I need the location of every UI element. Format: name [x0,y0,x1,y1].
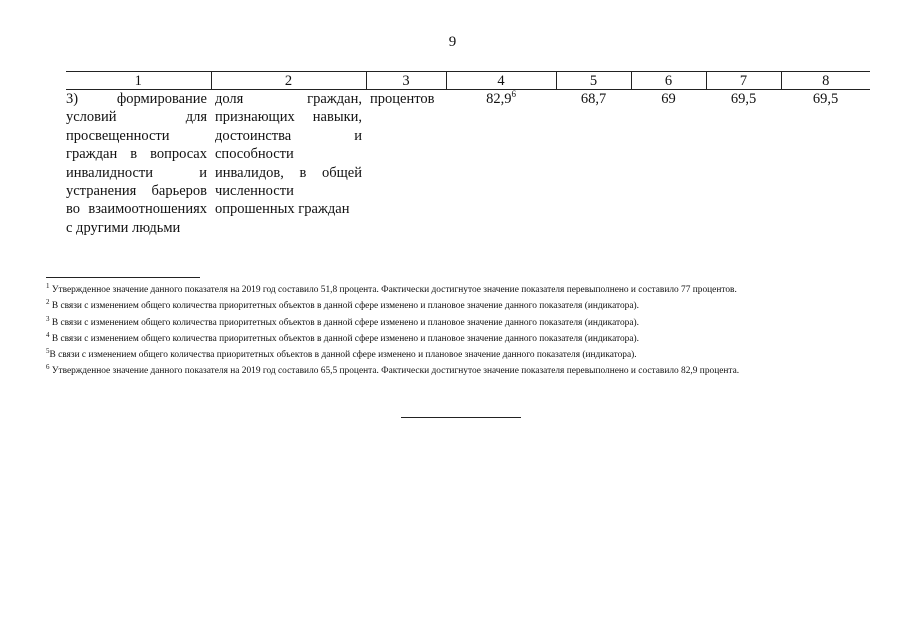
indicator-table [66,71,870,237]
footnote-4 [46,331,876,347]
value-4: 82,9 [486,91,512,107]
footnote-5 [46,347,876,363]
column-header-8: 8 [781,72,870,90]
value-4-footnote-ref[interactable]: 6 [511,89,516,100]
table-row [66,90,870,238]
column-header-1: 1 [66,72,211,90]
footnote-text: Утвержденное значение данного показателя на 2019 год составило 51,8 процента. Фактически достигнутое значение показателя перевыполнено и составило 77 процентов. [51,285,737,295]
footnote-text: В связи с изменением общего количества приоритетных объектов в данной сфере изменено и плановое значение данного показателя (индикатора). [51,301,639,312]
column-header-7: 7 [706,72,781,90]
value-cell-8: 69,5 [812,91,839,107]
footnote-separator [46,277,200,278]
value-cell-7: 69,5 [730,91,757,107]
value-cell-5: 68,7 [580,91,607,107]
footnote-2 [46,298,876,314]
footnote-text: В связи с изменением общего количества приоритетных объектов в данной сфере изменено и плановое значение данного показателя (индикатора). [49,350,637,361]
value-cell-6: 69 [661,91,676,107]
value-cell-4 [446,90,556,238]
page-number: 9 [448,34,457,50]
unit-cell: процентов [370,91,435,107]
footnote-mark: 3 [46,314,50,323]
footnote-text: Утвержденное значение данного показателя на 2019 год составило 65,5 процента. Фактически достигнутое значение показателя перевыполнено и составило 82,9 процента. [51,366,740,377]
footnote-1 [46,282,876,298]
footnote-6 [46,363,876,379]
footnote-mark: 4 [46,330,50,339]
footnote-text: В связи с изменением общего количества приоритетных объектов в данной сфере изменено и плановое значение данного показателя (индикатора). [51,333,639,344]
end-of-section-rule [401,417,521,418]
footnote-text: В связи с изменением общего количества приоритетных объектов в данной сфере изменено и плановое значение данного показателя (индикатора). [51,317,639,328]
footnote-3 [46,315,876,331]
footnote-mark: 2 [46,298,50,307]
footnote-mark: 6 [46,363,50,372]
indicator-cell: доля граждан, признающих навыки, достоинства и способности инвалидов, в общей численности опрошенных граждан [215,91,362,218]
footnote-mark: 5 [46,347,50,356]
column-header-6: 6 [631,72,706,90]
table-header-row [66,72,870,90]
footnote-mark: 1 [46,281,50,290]
column-header-3: 3 [366,72,446,90]
column-header-4: 4 [446,72,556,90]
task-cell: 3) формирование условий для просвещенности граждан в вопросах инвалидности и устранения барьеров во взаимоотношениях с другими людьми [66,91,207,236]
footnotes [46,282,876,380]
column-header-5: 5 [556,72,631,90]
column-header-2: 2 [211,72,366,90]
